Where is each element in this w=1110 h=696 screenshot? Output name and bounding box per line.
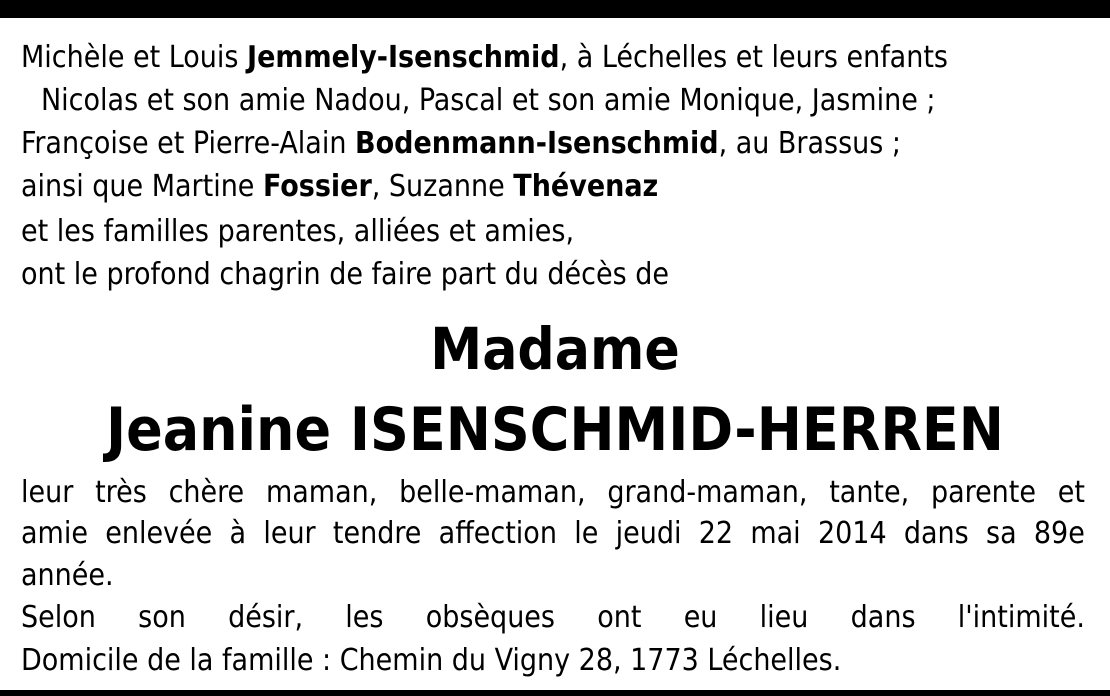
family-name-jemmely: Jemmely-Isenschmid [247, 40, 560, 75]
body-word: les [345, 600, 384, 635]
body-word: jeudi [615, 516, 682, 551]
intro-line-2 [41, 81, 935, 121]
body-word: dans [850, 600, 916, 635]
top-border-rule [0, 0, 1110, 18]
body-word: 2014 [817, 516, 887, 551]
body-line-2 [21, 514, 1085, 554]
body-word: Selon [21, 600, 96, 635]
body-word: grand-maman, [607, 475, 808, 510]
intro-text: Nicolas et son amie Nadou, Pascal et son amie Monique, Jasmine ; [41, 83, 936, 118]
body-line-3 [21, 556, 114, 596]
body-word: son [138, 600, 186, 635]
body-word: obsèques [425, 600, 555, 635]
body-word: tendre [332, 516, 422, 551]
body-word: dans [903, 516, 969, 551]
intro-line-4 [21, 167, 658, 207]
body-word: affection [438, 516, 557, 551]
body-word: lieu [759, 600, 809, 635]
intro-text: Françoise et Pierre-Alain [21, 126, 356, 161]
body-word: ont [597, 600, 642, 635]
body-word: chère [168, 475, 245, 510]
body-word: désir, [228, 600, 304, 635]
deceased-title [0, 314, 1110, 384]
intro-text: , à Léchelles et leurs enfants [559, 40, 948, 75]
intro-line-1 [21, 38, 948, 78]
body-line-1 [21, 473, 1085, 513]
body-word: tante, [829, 475, 910, 510]
intro-line-5 [21, 212, 574, 252]
body-word: leur [263, 516, 316, 551]
body-text: Domicile de la famille : Chemin du Vigny 28, 1773 Léchelles. [21, 643, 842, 678]
deceased-name-text: Jeanine ISENSCHMID-HERREN [106, 395, 1004, 465]
body-word: enlevée [105, 516, 213, 551]
intro-text: ont le profond chagrin de faire part du décès de [21, 257, 670, 292]
intro-line-3 [21, 124, 901, 164]
body-word: leur [21, 475, 74, 510]
body-word: eu [683, 600, 718, 635]
body-word: maman, [265, 475, 378, 510]
body-line-4 [21, 598, 1085, 638]
intro-text: , Suzanne [371, 169, 514, 204]
body-word: l'intimité. [957, 600, 1085, 635]
body-word: parente [930, 475, 1036, 510]
body-word: très [95, 475, 147, 510]
family-name-fossier: Fossier [263, 169, 372, 204]
body-line-5 [21, 641, 841, 681]
family-name-bodenmann: Bodenmann-Isenschmid [355, 126, 719, 161]
body-word: le [574, 516, 599, 551]
intro-text: Michèle et Louis [21, 40, 248, 75]
body-word: belle-maman, [399, 475, 586, 510]
intro-text: ainsi que Martine [21, 169, 263, 204]
body-word: 89e [1033, 516, 1085, 551]
intro-text: , au Brassus ; [718, 126, 902, 161]
body-word: mai [750, 516, 801, 551]
deceased-name [0, 392, 1110, 468]
intro-line-6 [21, 255, 669, 295]
deceased-title-text: Madame [430, 315, 680, 383]
body-word: amie [21, 516, 88, 551]
intro-text: et les familles parentes, alliées et amies, [21, 214, 575, 249]
family-name-thevenaz: Thévenaz [513, 169, 659, 204]
bottom-border-rule [0, 690, 1110, 696]
body-word: à [229, 516, 247, 551]
body-word: et [1057, 475, 1085, 510]
body-word: sa [986, 516, 1017, 551]
body-word: 22 [698, 516, 734, 551]
body-text: année. [21, 558, 114, 593]
